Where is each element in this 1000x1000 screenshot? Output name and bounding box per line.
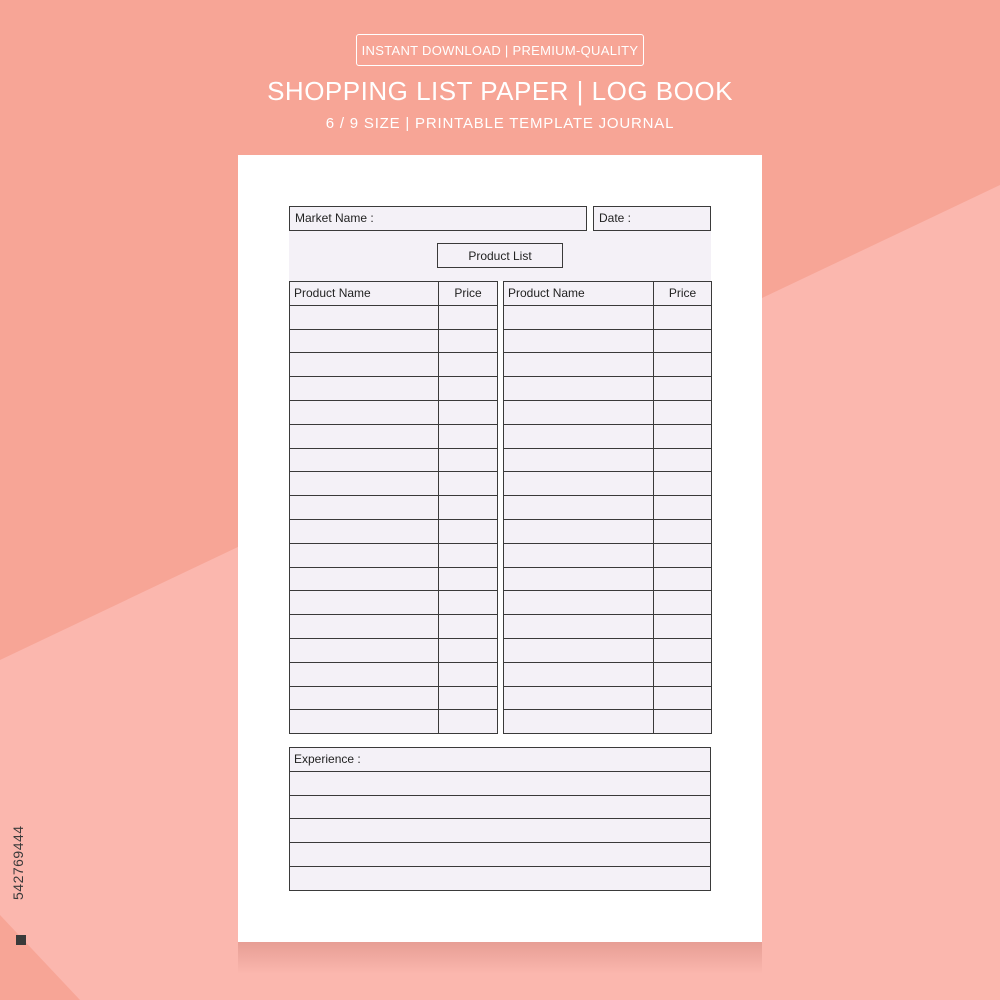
table-row: [504, 496, 712, 520]
product-name-cell: [290, 353, 439, 377]
table-row: [290, 377, 498, 401]
price-cell: [654, 424, 712, 448]
experience-line: [290, 843, 711, 867]
stock-logo-icon: [16, 935, 26, 945]
product-name-cell: [290, 400, 439, 424]
product-table-left: [289, 281, 498, 734]
price-cell: [654, 496, 712, 520]
table-row: [290, 305, 498, 329]
table-row: [290, 591, 498, 615]
table-row: [290, 519, 498, 543]
product-name-cell: [290, 543, 439, 567]
table-row: [290, 329, 498, 353]
product-name-cell: [290, 638, 439, 662]
product-name-cell: [290, 448, 439, 472]
price-cell: [654, 472, 712, 496]
product-name-cell: [504, 710, 654, 734]
price-cell: [439, 448, 498, 472]
product-name-cell: [504, 638, 654, 662]
product-name-cell: [504, 400, 654, 424]
table-row: [504, 519, 712, 543]
price-cell: [439, 615, 498, 639]
product-name-cell: [504, 305, 654, 329]
table-row: [504, 662, 712, 686]
price-cell: [654, 710, 712, 734]
table-row: [290, 472, 498, 496]
product-name-cell: [504, 662, 654, 686]
product-name-cell: [504, 543, 654, 567]
table-row: [504, 400, 712, 424]
price-cell: [439, 567, 498, 591]
price-cell: [439, 472, 498, 496]
table-row: [290, 615, 498, 639]
product-name-cell: [504, 353, 654, 377]
table-row: [504, 377, 712, 401]
price-cell: [654, 662, 712, 686]
table-row: [504, 424, 712, 448]
product-name-cell: [290, 615, 439, 639]
column-header-price: Price: [439, 282, 498, 306]
price-cell: [439, 329, 498, 353]
experience-line: [290, 771, 711, 795]
table-row: [504, 448, 712, 472]
table-header-row: [504, 282, 712, 306]
table-row: [504, 353, 712, 377]
column-header-product: Product Name: [504, 282, 654, 306]
table-row: [290, 686, 498, 710]
price-cell: [654, 615, 712, 639]
product-name-cell: [504, 591, 654, 615]
product-name-cell: [504, 472, 654, 496]
table-row: [290, 424, 498, 448]
product-rows-left: [290, 305, 498, 733]
table-header-row: [290, 282, 498, 306]
price-cell: [439, 543, 498, 567]
table-row: [290, 567, 498, 591]
table-row: [504, 567, 712, 591]
price-cell: [654, 353, 712, 377]
price-cell: [439, 662, 498, 686]
product-name-cell: [504, 615, 654, 639]
price-cell: [439, 591, 498, 615]
product-name-cell: [290, 686, 439, 710]
product-name-cell: [504, 496, 654, 520]
experience-line: [290, 819, 711, 843]
price-cell: [654, 543, 712, 567]
price-cell: [654, 567, 712, 591]
price-cell: [439, 305, 498, 329]
table-row: [290, 543, 498, 567]
table-row: [290, 400, 498, 424]
product-name-cell: [504, 686, 654, 710]
market-name-field: [289, 206, 587, 231]
table-row: [504, 472, 712, 496]
experience-header-row: [290, 748, 711, 772]
price-cell: [654, 329, 712, 353]
table-row: [504, 710, 712, 734]
price-cell: [439, 710, 498, 734]
price-cell: [439, 638, 498, 662]
date-label: Date :: [599, 211, 632, 225]
product-name-cell: [290, 305, 439, 329]
table-row: [290, 662, 498, 686]
market-name-label: Market Name :: [295, 211, 374, 225]
experience-rows: [290, 748, 711, 891]
experience-row: [290, 795, 711, 819]
table-row: [504, 638, 712, 662]
experience-row: [290, 843, 711, 867]
column-header-price: Price: [654, 282, 712, 306]
product-list-heading: Product List: [437, 243, 563, 268]
price-cell: [439, 377, 498, 401]
product-name-cell: [290, 519, 439, 543]
stock-id-watermark: 542769444: [10, 825, 26, 900]
price-cell: [654, 686, 712, 710]
experience-table: [289, 747, 711, 891]
price-cell: [654, 638, 712, 662]
product-name-cell: [290, 424, 439, 448]
table-row: [290, 448, 498, 472]
product-name-cell: [504, 377, 654, 401]
product-name-cell: [504, 424, 654, 448]
table-row: [290, 710, 498, 734]
experience-row: [290, 866, 711, 890]
table-row: [290, 496, 498, 520]
experience-row: [290, 819, 711, 843]
page-title: SHOPPING LIST PAPER | LOG BOOK: [267, 76, 733, 106]
price-cell: [439, 519, 498, 543]
price-cell: [654, 377, 712, 401]
column-header-product: Product Name: [290, 282, 439, 306]
experience-line: [290, 795, 711, 819]
product-name-cell: [290, 662, 439, 686]
experience-label: Experience :: [290, 748, 711, 772]
product-name-cell: [290, 472, 439, 496]
price-cell: [439, 496, 498, 520]
table-row: [504, 305, 712, 329]
product-name-cell: [290, 496, 439, 520]
product-name-cell: [290, 377, 439, 401]
product-table-right: [503, 281, 712, 734]
experience-line: [290, 866, 711, 890]
product-name-cell: [290, 710, 439, 734]
product-name-cell: [504, 519, 654, 543]
price-cell: [654, 519, 712, 543]
product-name-cell: [504, 329, 654, 353]
price-cell: [439, 400, 498, 424]
date-field: [593, 206, 711, 231]
product-rows-right: [504, 305, 712, 733]
price-cell: [654, 305, 712, 329]
price-cell: [654, 400, 712, 424]
table-row: [290, 638, 498, 662]
product-name-cell: [504, 567, 654, 591]
table-row: [504, 591, 712, 615]
product-name-cell: [290, 567, 439, 591]
table-row: [504, 329, 712, 353]
instant-download-badge: INSTANT DOWNLOAD | PREMIUM-QUALITY: [356, 34, 644, 66]
product-name-cell: [290, 329, 439, 353]
product-name-cell: [504, 448, 654, 472]
table-row: [290, 353, 498, 377]
page-subtitle: 6 / 9 SIZE | PRINTABLE TEMPLATE JOURNAL: [325, 115, 675, 132]
price-cell: [439, 353, 498, 377]
experience-row: [290, 771, 711, 795]
table-row: [504, 615, 712, 639]
table-row: [504, 543, 712, 567]
price-cell: [654, 591, 712, 615]
product-name-cell: [290, 591, 439, 615]
price-cell: [654, 448, 712, 472]
table-row: [504, 686, 712, 710]
price-cell: [439, 686, 498, 710]
price-cell: [439, 424, 498, 448]
